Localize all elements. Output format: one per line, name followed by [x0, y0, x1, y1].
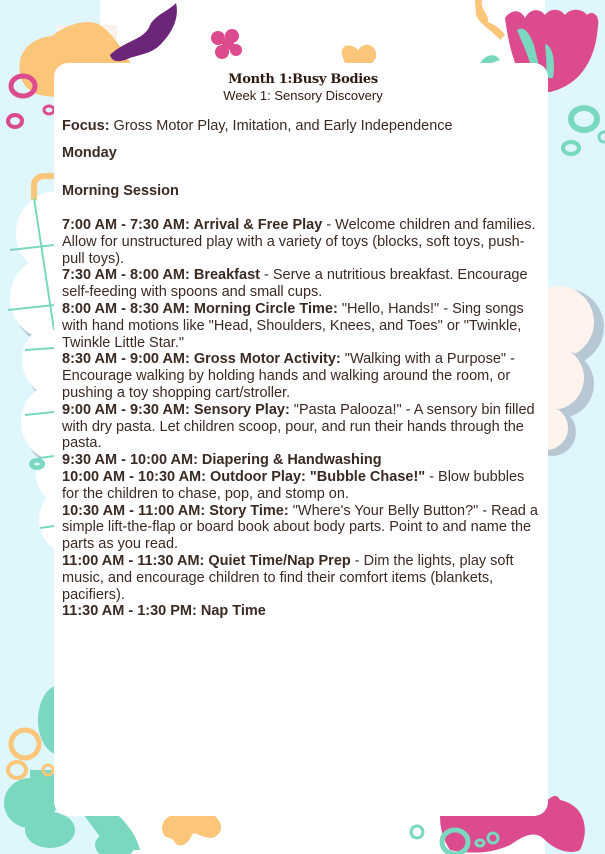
entry-time-title: 9:30 AM - 10:00 AM: Diapering & Handwashing	[62, 452, 382, 469]
orange-heart-shape	[342, 45, 376, 63]
focus-text: Gross Motor Play, Imitation, and Early Independence	[109, 118, 453, 134]
entry-description: "Hello, Hands!" - Sing songs with hand motions like "Head, Shoulders, Knees, and Toes" or "Twinkle, Twinkle Little Star."	[62, 300, 524, 351]
entry-description: - Dim the lights, play soft music, and encourage children to find their comfort items (blankets, pacifiers).	[62, 552, 514, 603]
entry-description: "Walking with a Purpose" - Encourage walking by holding hands and walking around the room, or pushing a toy shopping cart/stroller.	[62, 351, 515, 401]
entry-time-title: 8:30 AM - 9:00 AM: Gross Motor Activity:	[62, 351, 341, 368]
teal-ring-shape	[571, 108, 597, 130]
schedule-entry	[62, 402, 544, 452]
session-heading: Morning Session	[62, 183, 179, 199]
schedule-entry	[62, 301, 544, 351]
entry-time-title: 10:30 AM - 11:00 AM: Story Time:	[62, 502, 289, 519]
schedule-entry	[62, 469, 544, 503]
schedule-entry	[62, 452, 544, 469]
entry-description: - Serve a nutritious breakfast. Encourage self-feeding with spoons and small cups.	[62, 267, 528, 301]
entry-time-title: 11:00 AM - 11:30 AM: Quiet Time/Nap Prep	[62, 552, 351, 569]
entry-time-title: 7:30 AM - 8:00 AM: Breakfast	[62, 267, 260, 284]
document-content	[62, 70, 544, 620]
page-subtitle: Week 1: Sensory Discovery	[223, 88, 383, 103]
entry-description: - Blow bubbles for the children to chase, pop, and stomp on.	[62, 468, 525, 502]
page-title: Month 1:Busy Bodies	[228, 72, 378, 87]
schedule-list	[62, 217, 544, 620]
orange-splat-shape	[162, 816, 221, 845]
schedule-entry	[62, 351, 544, 401]
focus-line	[62, 117, 544, 135]
schedule-entry	[62, 553, 544, 603]
schedule-entry	[62, 267, 544, 301]
entry-description: "Where's Your Belly Button?" - Read a simple lift-the-flap or board book about body parts. Point to and name the parts as you read.	[62, 502, 538, 553]
entry-time-title: 10:00 AM - 10:30 AM: Outdoor Play: "Bubble Chase!"	[62, 468, 426, 485]
schedule-entry	[62, 603, 544, 620]
entry-time-title: 11:30 AM - 1:30 PM: Nap Time	[62, 603, 266, 620]
purple-swoosh-shape	[110, 3, 177, 61]
entry-description: - Welcome children and families. Allow for unstructured play with a variety of toys (blocks, soft toys, push-pull toys).	[62, 217, 536, 267]
entry-time-title: 8:00 AM - 8:30 AM: Morning Circle Time:	[62, 300, 338, 317]
entry-time-title: 9:00 AM - 9:30 AM: Sensory Play:	[62, 401, 290, 418]
day-heading: Monday	[62, 145, 117, 161]
schedule-entry	[62, 503, 544, 553]
focus-label: Focus:	[62, 118, 110, 134]
entry-description: "Pasta Palooza!" - A sensory bin filled with dry pasta. Let children scoop, pour, and run their hands through the pasta.	[62, 401, 535, 452]
entry-time-title: 7:00 AM - 7:30 AM: Arrival & Free Play	[62, 217, 323, 233]
pink-flower-shape	[211, 29, 242, 59]
schedule-entry	[62, 217, 544, 267]
